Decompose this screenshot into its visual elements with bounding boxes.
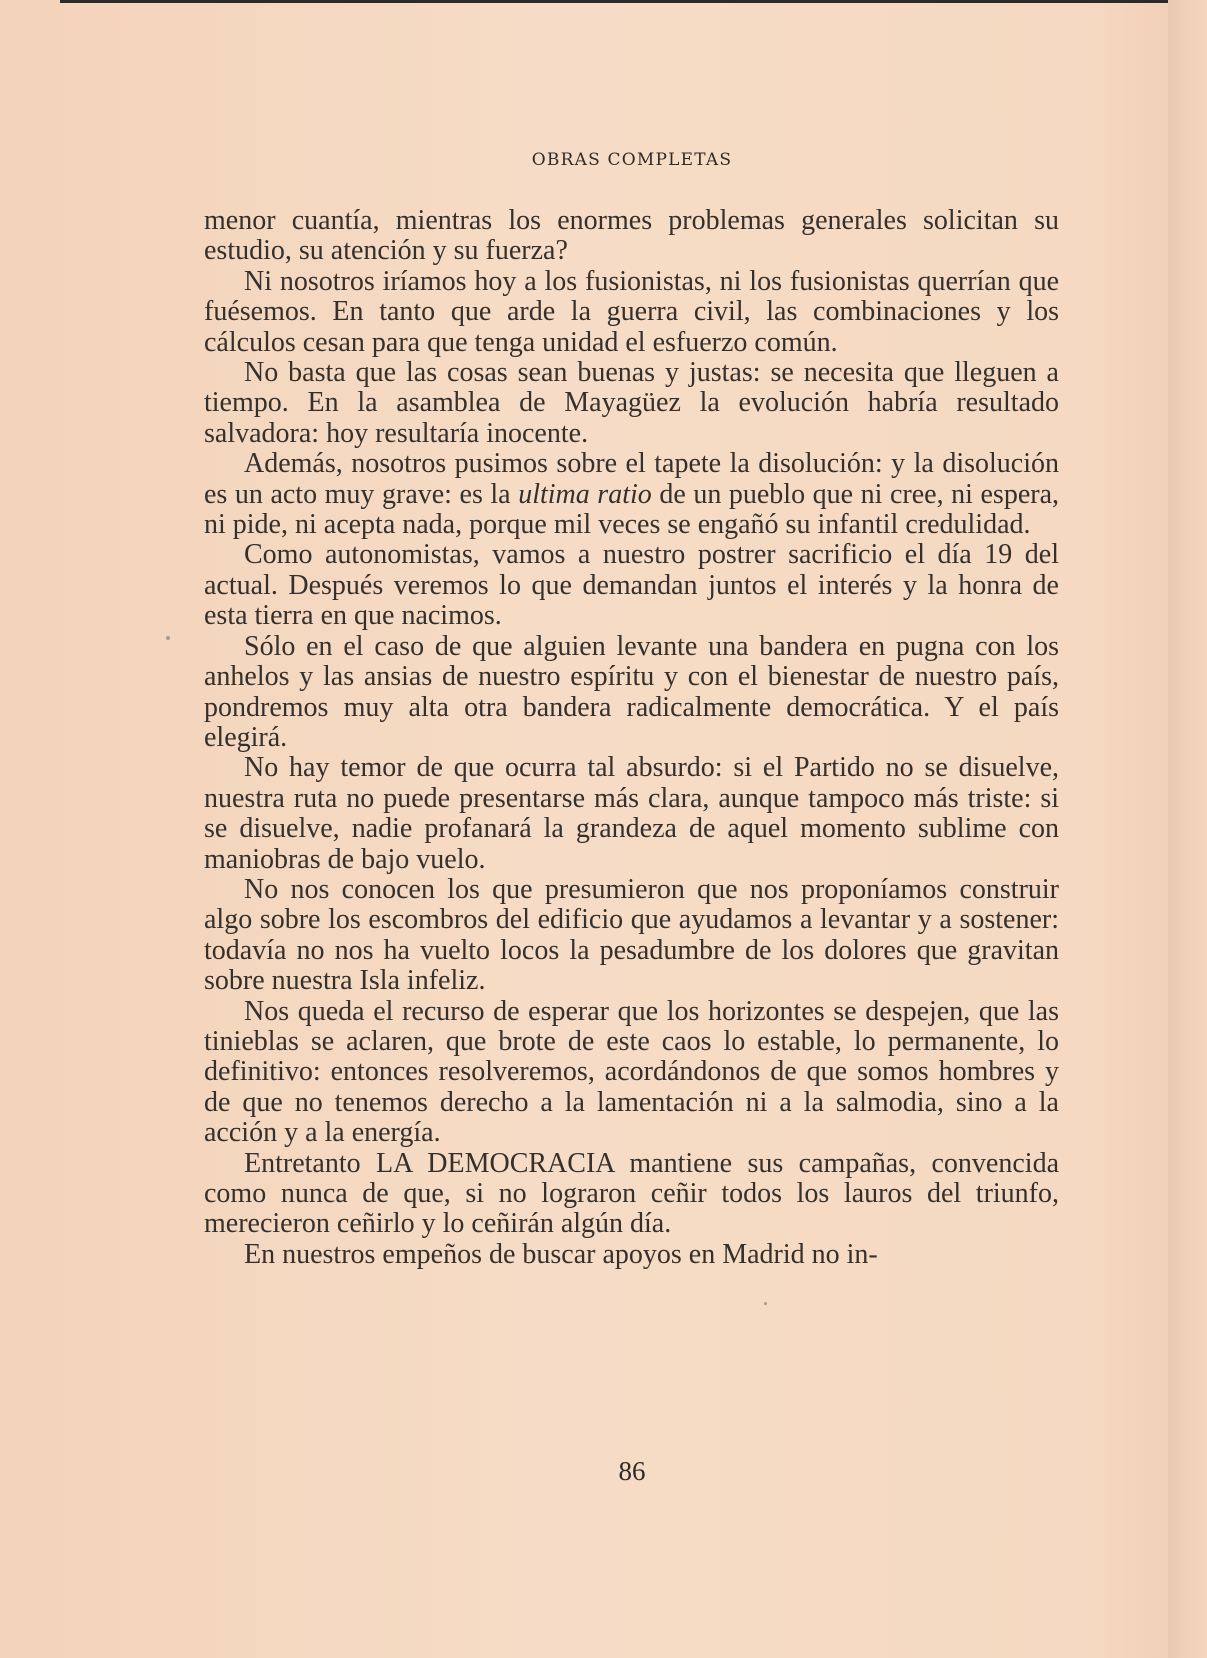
paragraph: Entretanto LA DEMOCRACIA mantiene sus campañas, convencida como nunca de que, si no lograron ceñir todos los lauros del triunfo, merecieron ceñirlo y lo ceñirán algún día. (204, 1147, 1059, 1240)
paragraph: Sólo en el caso de que alguien levante una bandera en pugna con los anhelos y las ansias de nuestro espíritu y con el bienestar de nuestro país, pondremos muy alta otra bandera radicalmente democrática. Y el país elegirá. (204, 630, 1059, 753)
paragraph-text: de un pueblo que ni cree, ni espera, ni pide, ni acepta nada, porque mil veces se engañó su infantil credulidad. (204, 478, 1060, 541)
paragraph: No nos conocen los que presumieron que nos proponíamos construir algo sobre los escombros del edificio que ayudamos a levantar y a sostener: todavía no nos ha vuelto locos la pesadumbre de los dolores que gravitan sobre nuestra Isla infeliz. (204, 873, 1059, 997)
paragraph: No hay temor de que ocurra tal absurdo: si el Partido no se disuelve, nuestra ruta no puede presentarse más clara, aunque tampoco más triste: si se disuelve, nadie profanará la grandeza de aquel momento sublime con maniobras de bajo vuelo. (204, 752, 1059, 875)
paragraph (204, 449, 1059, 540)
paragraph: Ni nosotros iríamos hoy a los fusionistas, ni los fusionistas querrían que fuésemos. En tanto que arde la guerra civil, las combinaciones y los cálculos cesan para que tenga unidad el esfuerzo común. (204, 265, 1059, 358)
page-fold-shadow (1168, 0, 1207, 1658)
paper-speck (764, 1302, 767, 1305)
page-number: 86 (618, 1456, 646, 1486)
paragraph: En nuestros empeños de buscar apoyos en Madrid no in- (244, 1238, 878, 1270)
paragraph: No basta que las cosas sean buenas y justas: se necesita que lleguen a tiempo. En la asamblea de Mayagüez la evolución habría resultado salvadora: hoy resultaría inocente. (204, 357, 1059, 449)
paragraph: Nos queda el recurso de esperar que los horizontes se despejen, que las tinieblas se aclaren, que brote de este caos lo estable, lo permanente, lo definitivo: entonces resolveremos, acordándonos de que somos hombres y de que no tenemos derecho a la lamentación ni a la salmodia, sino a la acción y a la energía. (204, 995, 1059, 1149)
running-header: OBRAS COMPLETAS (531, 150, 733, 170)
body-text (204, 206, 1059, 1270)
italic-phrase: ultima ratio (518, 478, 652, 510)
paper-speck (166, 636, 170, 640)
top-edge-rule (60, 0, 1170, 3)
paragraph-text: Además, nosotros pusimos sobre el tapete la disolución: y la disolución es un acto muy grave: es la (204, 448, 1059, 510)
paragraph: Como autonomistas, vamos a nuestro postrer sacrificio el día 19 del actual. Después veremos lo que demandan juntos el interés y la honra de esta tierra en que nacimos. (204, 539, 1059, 632)
paragraph: menor cuantía, mientras los enormes problemas generales solicitan su estudio, su atención y su fuerza? (204, 205, 1059, 267)
